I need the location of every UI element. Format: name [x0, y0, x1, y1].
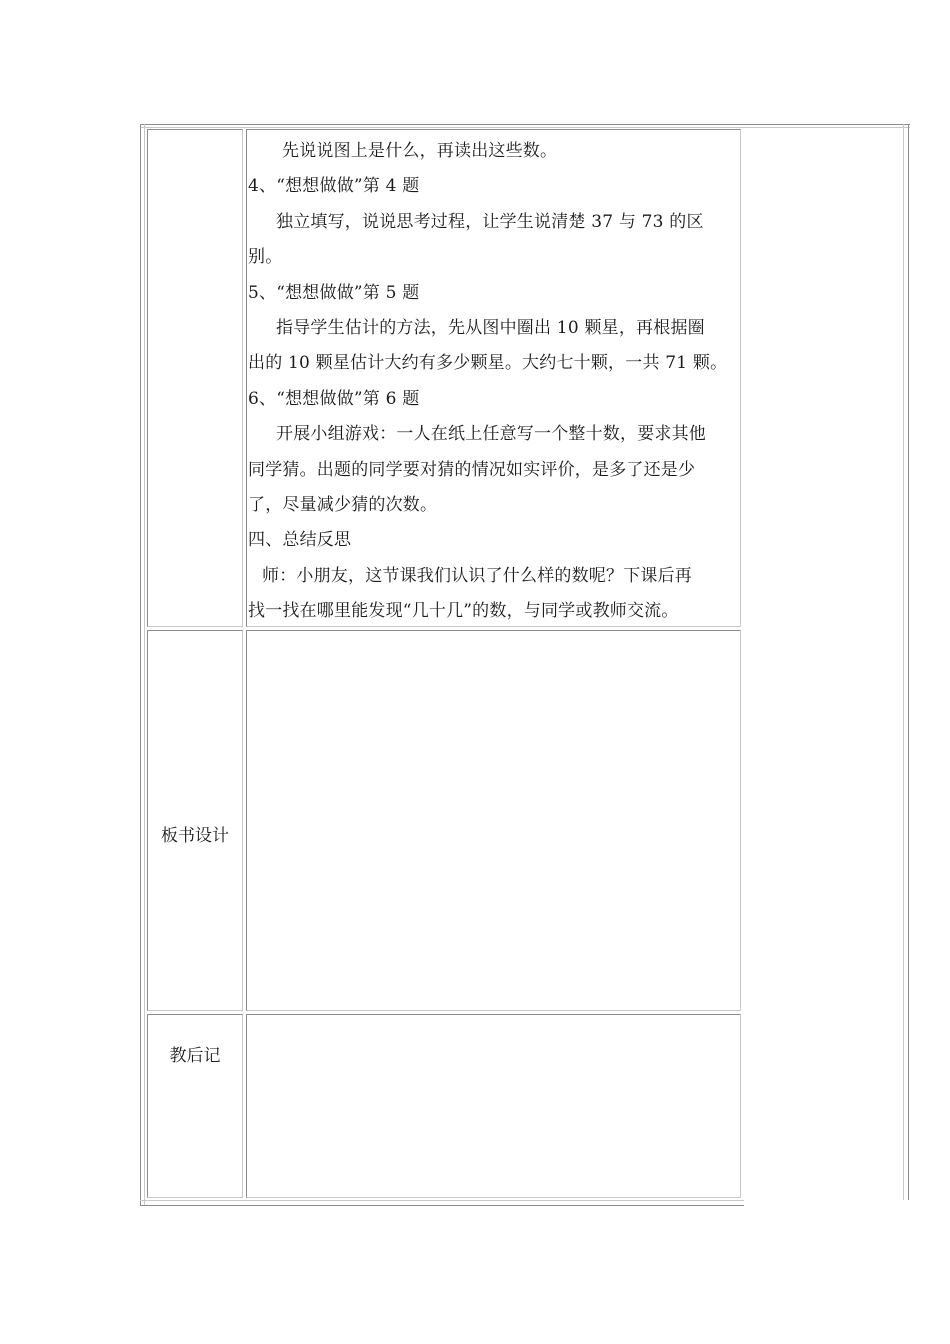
lesson-line: 6、“想想做做”第 6 题 [248, 388, 420, 409]
lesson-line: 4、“想想做做”第 4 题 [248, 176, 420, 197]
row1-label-cell [147, 129, 243, 627]
lesson-content-cell [246, 129, 741, 627]
board-design-label-cell [147, 630, 243, 1011]
board-design-label: 板书设计 [161, 826, 229, 846]
teaching-notes-label-cell [147, 1014, 243, 1198]
teaching-notes-label: 教后记 [169, 1046, 221, 1066]
table-bottom-border [140, 1200, 744, 1206]
lesson-line: 四、总结反思 [248, 530, 352, 551]
lesson-content-text [248, 134, 740, 630]
lesson-line: 独立填写，说说思考过程，让学生说清楚 37 与 73 的区 [276, 211, 704, 232]
margin-notes-column [743, 129, 901, 1200]
lesson-line: 出的 10 颗星估计大约有多少颗星。大约七十颗，一共 71 颗。 [248, 353, 728, 374]
table-top-border [140, 124, 910, 128]
table-left-border [140, 124, 145, 1206]
lesson-line: 找一找在哪里能发现“几十几”的数，与同学或教师交流。 [248, 601, 679, 622]
lesson-line: 开展小组游戏：一人在纸上任意写一个整十数，要求其他 [276, 424, 706, 445]
board-design-content-cell [246, 630, 741, 1011]
lesson-line: 师：小朋友，这节课我们认识了什么样的数呢？下课后再 [262, 565, 692, 586]
teaching-notes-content-cell [246, 1014, 741, 1198]
lesson-line: 别。 [248, 247, 283, 268]
lesson-line: 先说说图上是什么，再读出这些数。 [282, 141, 558, 161]
lesson-line: 同学猜。出题的同学要对猜的情况如实评价，是多了还是少 [248, 459, 696, 480]
lesson-line: 了，尽量减少猜的次数。 [248, 495, 438, 516]
lesson-line: 5、“想想做做”第 5 题 [248, 282, 420, 303]
table-right-border [903, 124, 909, 1200]
lesson-line: 指导学生估计的方法，先从图中圈出 10 颗星，再根据圈 [276, 318, 705, 339]
